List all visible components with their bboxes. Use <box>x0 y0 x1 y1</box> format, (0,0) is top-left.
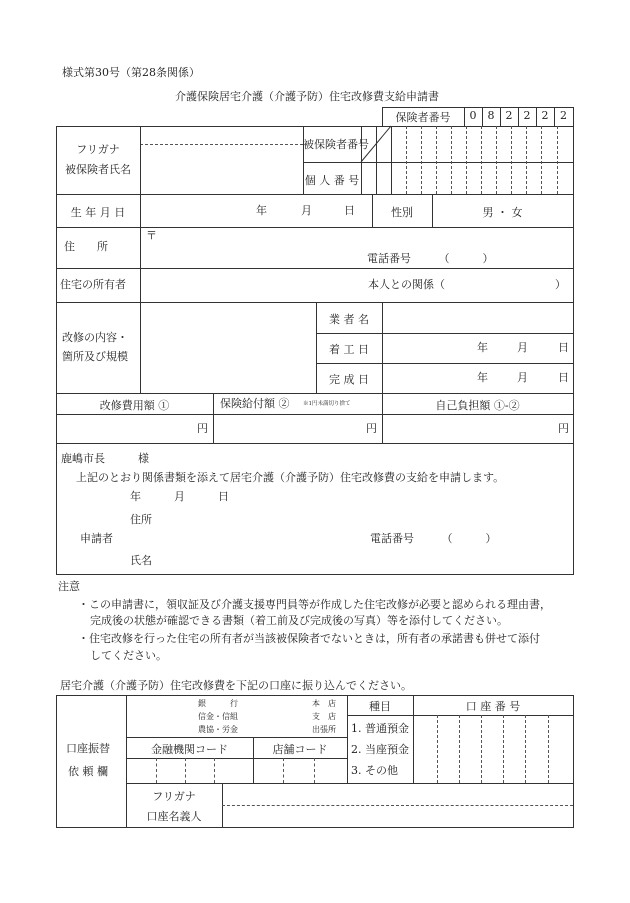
applicant-address-label: 住所 <box>130 513 152 526</box>
start-month-unit: 月 <box>517 341 528 354</box>
form-title: 介護保険居宅介護（介護予防）住宅改修費支給申請書 <box>175 90 439 103</box>
branch-type-option: 出張所 <box>312 725 336 734</box>
note-item-cont: 完成後の状態が確認できる書類（着工前及び完成後の写真）等を添付してください。 <box>90 614 508 627</box>
complete-month-unit: 月 <box>517 371 528 384</box>
account-holder-field[interactable] <box>223 806 572 826</box>
account-kind-option[interactable]: 1. 普通預金 <box>351 722 409 735</box>
benefit-yen: 円 <box>366 422 377 435</box>
self-yen: 円 <box>558 422 569 435</box>
birth-date-label: 生 年 月 日 <box>70 206 126 219</box>
address-label: 住 所 <box>64 240 108 253</box>
applicant-label: 申請者 <box>80 532 113 545</box>
complete-day-unit: 日 <box>558 371 569 384</box>
bank-type-option: 農協・労金 <box>198 725 238 734</box>
insurer-digit: 8 <box>487 109 495 122</box>
address-phone-label: 電話番号 （ ） <box>367 252 494 265</box>
branch-type-option: 本 店 <box>312 699 336 708</box>
start-day-unit: 日 <box>558 341 569 354</box>
owner-label: 住宅の所有者 <box>60 278 126 291</box>
insured-name-label: 被保険者氏名 <box>65 163 131 176</box>
applicant-phone-label: 電話番号 （ ） <box>370 532 497 545</box>
insured-number-label: 被保険者番号 <box>303 138 369 151</box>
complete-year-unit: 年 <box>477 371 488 384</box>
bank-section-label: 口座振替 <box>66 742 110 755</box>
individual-number-label: 個 人 番 号 <box>304 174 360 187</box>
form-number: 様式第30号（第28条関係） <box>62 66 200 79</box>
owner-relation-label: 本人との関係（ ） <box>368 278 566 291</box>
postal-mark: 〒 <box>146 229 157 242</box>
application-statement: 上記のとおり関係書類を添えて居宅介護（介護予防）住宅改修費の支給を申請します。 <box>76 471 505 484</box>
insurer-digit: 0 <box>469 109 477 122</box>
bank-section-label-2: 依 頼 欄 <box>68 765 108 778</box>
gender-label: 性別 <box>391 206 413 219</box>
application-date: 年 月 日 <box>130 490 229 503</box>
institution-code-label: 金融機関コード <box>151 743 228 756</box>
cost-yen: 円 <box>197 422 208 435</box>
bank-intro: 居宅介護（介護予防）住宅改修費を下記の口座に振り込んでください。 <box>60 679 412 692</box>
applicant-name-label: 氏名 <box>130 554 152 567</box>
complete-date-label: 完 成 日 <box>329 373 369 386</box>
insurer-digit: 2 <box>523 109 531 122</box>
birth-month-unit: 月 <box>301 204 312 217</box>
bank-type-option: 信金・信組 <box>198 712 238 721</box>
branch-code-label: 店舗コード <box>272 743 328 756</box>
furigana-label: フリガナ <box>76 143 120 156</box>
note-item: ・この申請書に，領収証及び介護支援専門員等が作成した住宅改修が必要と認められる理由書， <box>78 598 551 611</box>
start-date-label: 着 工 日 <box>329 343 369 356</box>
insurer-number-label: 保険者番号 <box>395 111 451 124</box>
gender-options[interactable]: 男 ・ 女 <box>482 206 523 219</box>
bank-type-option: 銀 行 <box>198 699 238 708</box>
account-holder-label: 口座名義人 <box>146 810 202 823</box>
start-year-unit: 年 <box>477 341 488 354</box>
account-furigana-label: フリガナ <box>152 790 196 803</box>
cost-amount-label: 改修費用額 ① <box>99 399 170 412</box>
note-item-cont: してください。 <box>90 649 167 662</box>
addressee: 鹿嶋市長 様 <box>61 452 149 465</box>
account-number-label: 口 座 番 号 <box>465 700 521 713</box>
benefit-note: ※1円未満切り捨て <box>303 401 351 407</box>
contractor-label: 業 者 名 <box>329 313 369 326</box>
branch-type-option: 支 店 <box>312 712 336 721</box>
notes-heading: 注意 <box>58 580 80 593</box>
account-kind-option[interactable]: 2. 当座預金 <box>351 743 409 756</box>
self-pay-label: 自己負担額 ①-② <box>435 399 520 412</box>
insurer-digit: 2 <box>560 109 567 122</box>
account-kind-option[interactable]: 3. その他 <box>351 764 398 777</box>
renovation-label: 改修の内容・ <box>62 331 128 344</box>
renovation-label-2: 箇所及び規模 <box>62 350 128 363</box>
birth-year-unit: 年 <box>256 204 267 217</box>
note-item: ・住宅改修を行った住宅の所有者が当該被保険者でないときは，所有者の承諾書も併せて添付 <box>78 632 540 645</box>
insurer-digit: 2 <box>541 109 549 122</box>
benefit-amount-label: 保険給付額 ② <box>220 397 290 410</box>
birth-day-unit: 日 <box>344 204 355 217</box>
account-kind-label: 種目 <box>369 700 391 713</box>
insurer-digit: 2 <box>505 109 513 122</box>
insured-name-field[interactable] <box>141 146 302 193</box>
